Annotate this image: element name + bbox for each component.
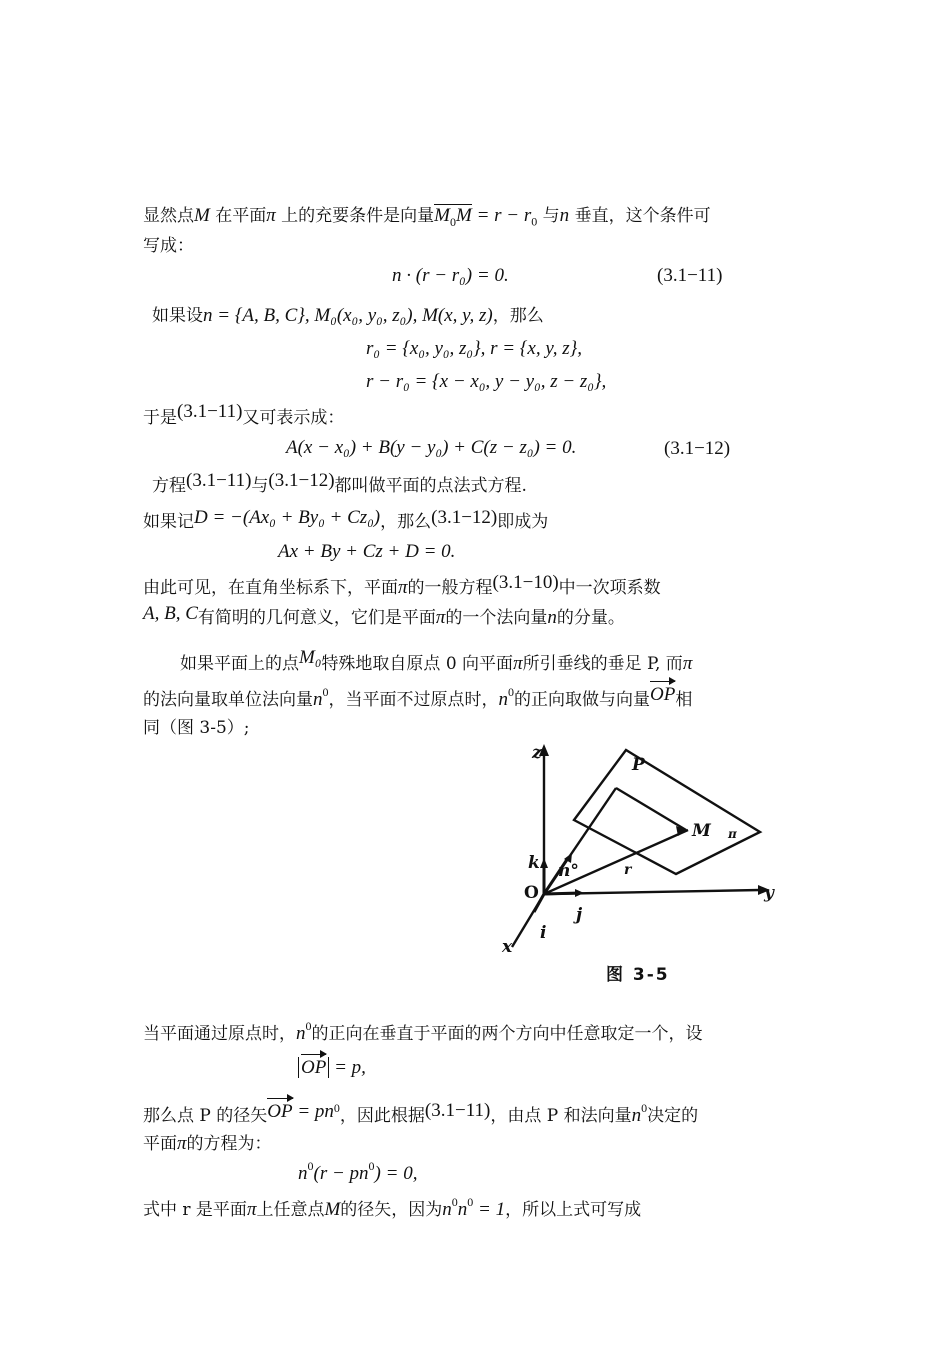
text: 上的充要条件是向量: [281, 206, 435, 226]
text-line: 如果设n = {A, B, C}, M₀(x₀, y₀, z₀), M(x, y, z)，那么: [152, 305, 544, 326]
label-pi: π: [728, 827, 737, 841]
label-p: P: [632, 755, 645, 775]
label-z: z: [532, 743, 542, 763]
equation-ref: (3.1−11): [177, 401, 243, 422]
text-line: 于是(3.1−11)又可表示成：: [143, 401, 345, 428]
text-line: 同（图 3-5）;: [143, 718, 250, 738]
text-line: 显然点M 在平面π 上的充要条件是向量$M_0M = r - r_0$ 与n 垂直，这个条件可: [143, 204, 711, 233]
equation-tag: (3.1−11): [657, 265, 723, 286]
figure-3-5: [488, 742, 788, 994]
text-line: 方程(3.1−11)与(3.1−12)都叫做平面的点法式方程.: [152, 470, 527, 496]
figure-caption: 图 3-5: [606, 965, 670, 985]
label-k: k: [528, 853, 540, 873]
label-r: r: [624, 862, 632, 878]
equation: r − r₀ = {x − x₀, y − y₀, z − z₀},: [366, 371, 607, 392]
math-expr: = r − r: [471, 205, 532, 226]
math-var: π: [266, 205, 276, 226]
text: 与: [542, 206, 560, 226]
label-j: j: [576, 905, 583, 925]
math-var: n: [559, 205, 570, 226]
equation-general: Ax + By + Cz + D = 0.: [278, 541, 456, 562]
equation-3-1-11: n · (r − r₀) = 0.: [392, 265, 509, 286]
text-line: 的法向量取单位法向量$n^0$，当平面不过原点时，$n^0$的正向取做与向量OP相: [143, 684, 693, 710]
text-line: 当平面通过原点时，$n^0$的正向在垂直于平面的两个方向中任意取定一个，设: [143, 1019, 703, 1044]
equation-3-1-12: A(x − x₀) + B(y − y₀) + C(z − z₀) = 0.: [286, 437, 577, 458]
label-o: O: [524, 883, 539, 903]
vector-j: [544, 893, 580, 894]
plane: [574, 750, 760, 874]
label-x: x: [502, 937, 513, 957]
vector-m0m: $M_0M$: [434, 205, 472, 226]
label-n0: n°: [558, 861, 579, 881]
text-line: 那么点 P 的径矢OP = $pn^0$，因此根据(3.1−11)，由点 P 和法向量$n^0$决定的: [143, 1100, 699, 1126]
text-line: 如果记D = −(Ax₀ + By₀ + Cz₀)，那么(3.1−12)即成为: [143, 507, 549, 532]
text: 在平面: [215, 206, 267, 226]
label-m: M: [692, 821, 711, 841]
math-var: M: [194, 205, 210, 226]
text-line: 如果平面上的点M₀特殊地取自原点 0 向平面π所引垂线的垂足 P, 而π: [180, 647, 693, 674]
label-i: i: [540, 923, 547, 943]
equation-normal-form: $n^0(r - pn^0) = 0$,: [298, 1159, 418, 1184]
equation: r₀ = {x₀, y₀, z₀}, r = {x, y, z},: [366, 338, 582, 359]
vector-pm: [616, 788, 686, 830]
label-y: y: [764, 883, 774, 903]
math-expr: n = {A, B, C}, M₀(x₀, y₀, z₀), M(x, y, z): [203, 305, 493, 326]
equation-tag: (3.1−12): [664, 438, 731, 459]
text-line: A, B, C有简明的几何意义，它们是平面π的一个法向量n的分量。: [143, 603, 625, 628]
vector-op: OP: [650, 684, 676, 705]
text-line: 写成：: [143, 236, 194, 256]
text-line: 平面π的方程为：: [143, 1133, 272, 1154]
text: 垂直，这个条件可: [574, 206, 711, 226]
text: 显然点: [143, 206, 194, 226]
equation-op-p: OP = p,: [298, 1056, 366, 1080]
text-line: 式中 r 是平面π上任意点M的径矢，因为$n^0n^0 = 1$，所以上式可写成: [143, 1195, 642, 1220]
text-line: 由此可见，在直角坐标系下，平面π的一般方程(3.1−10)中一次项系数: [143, 572, 661, 598]
